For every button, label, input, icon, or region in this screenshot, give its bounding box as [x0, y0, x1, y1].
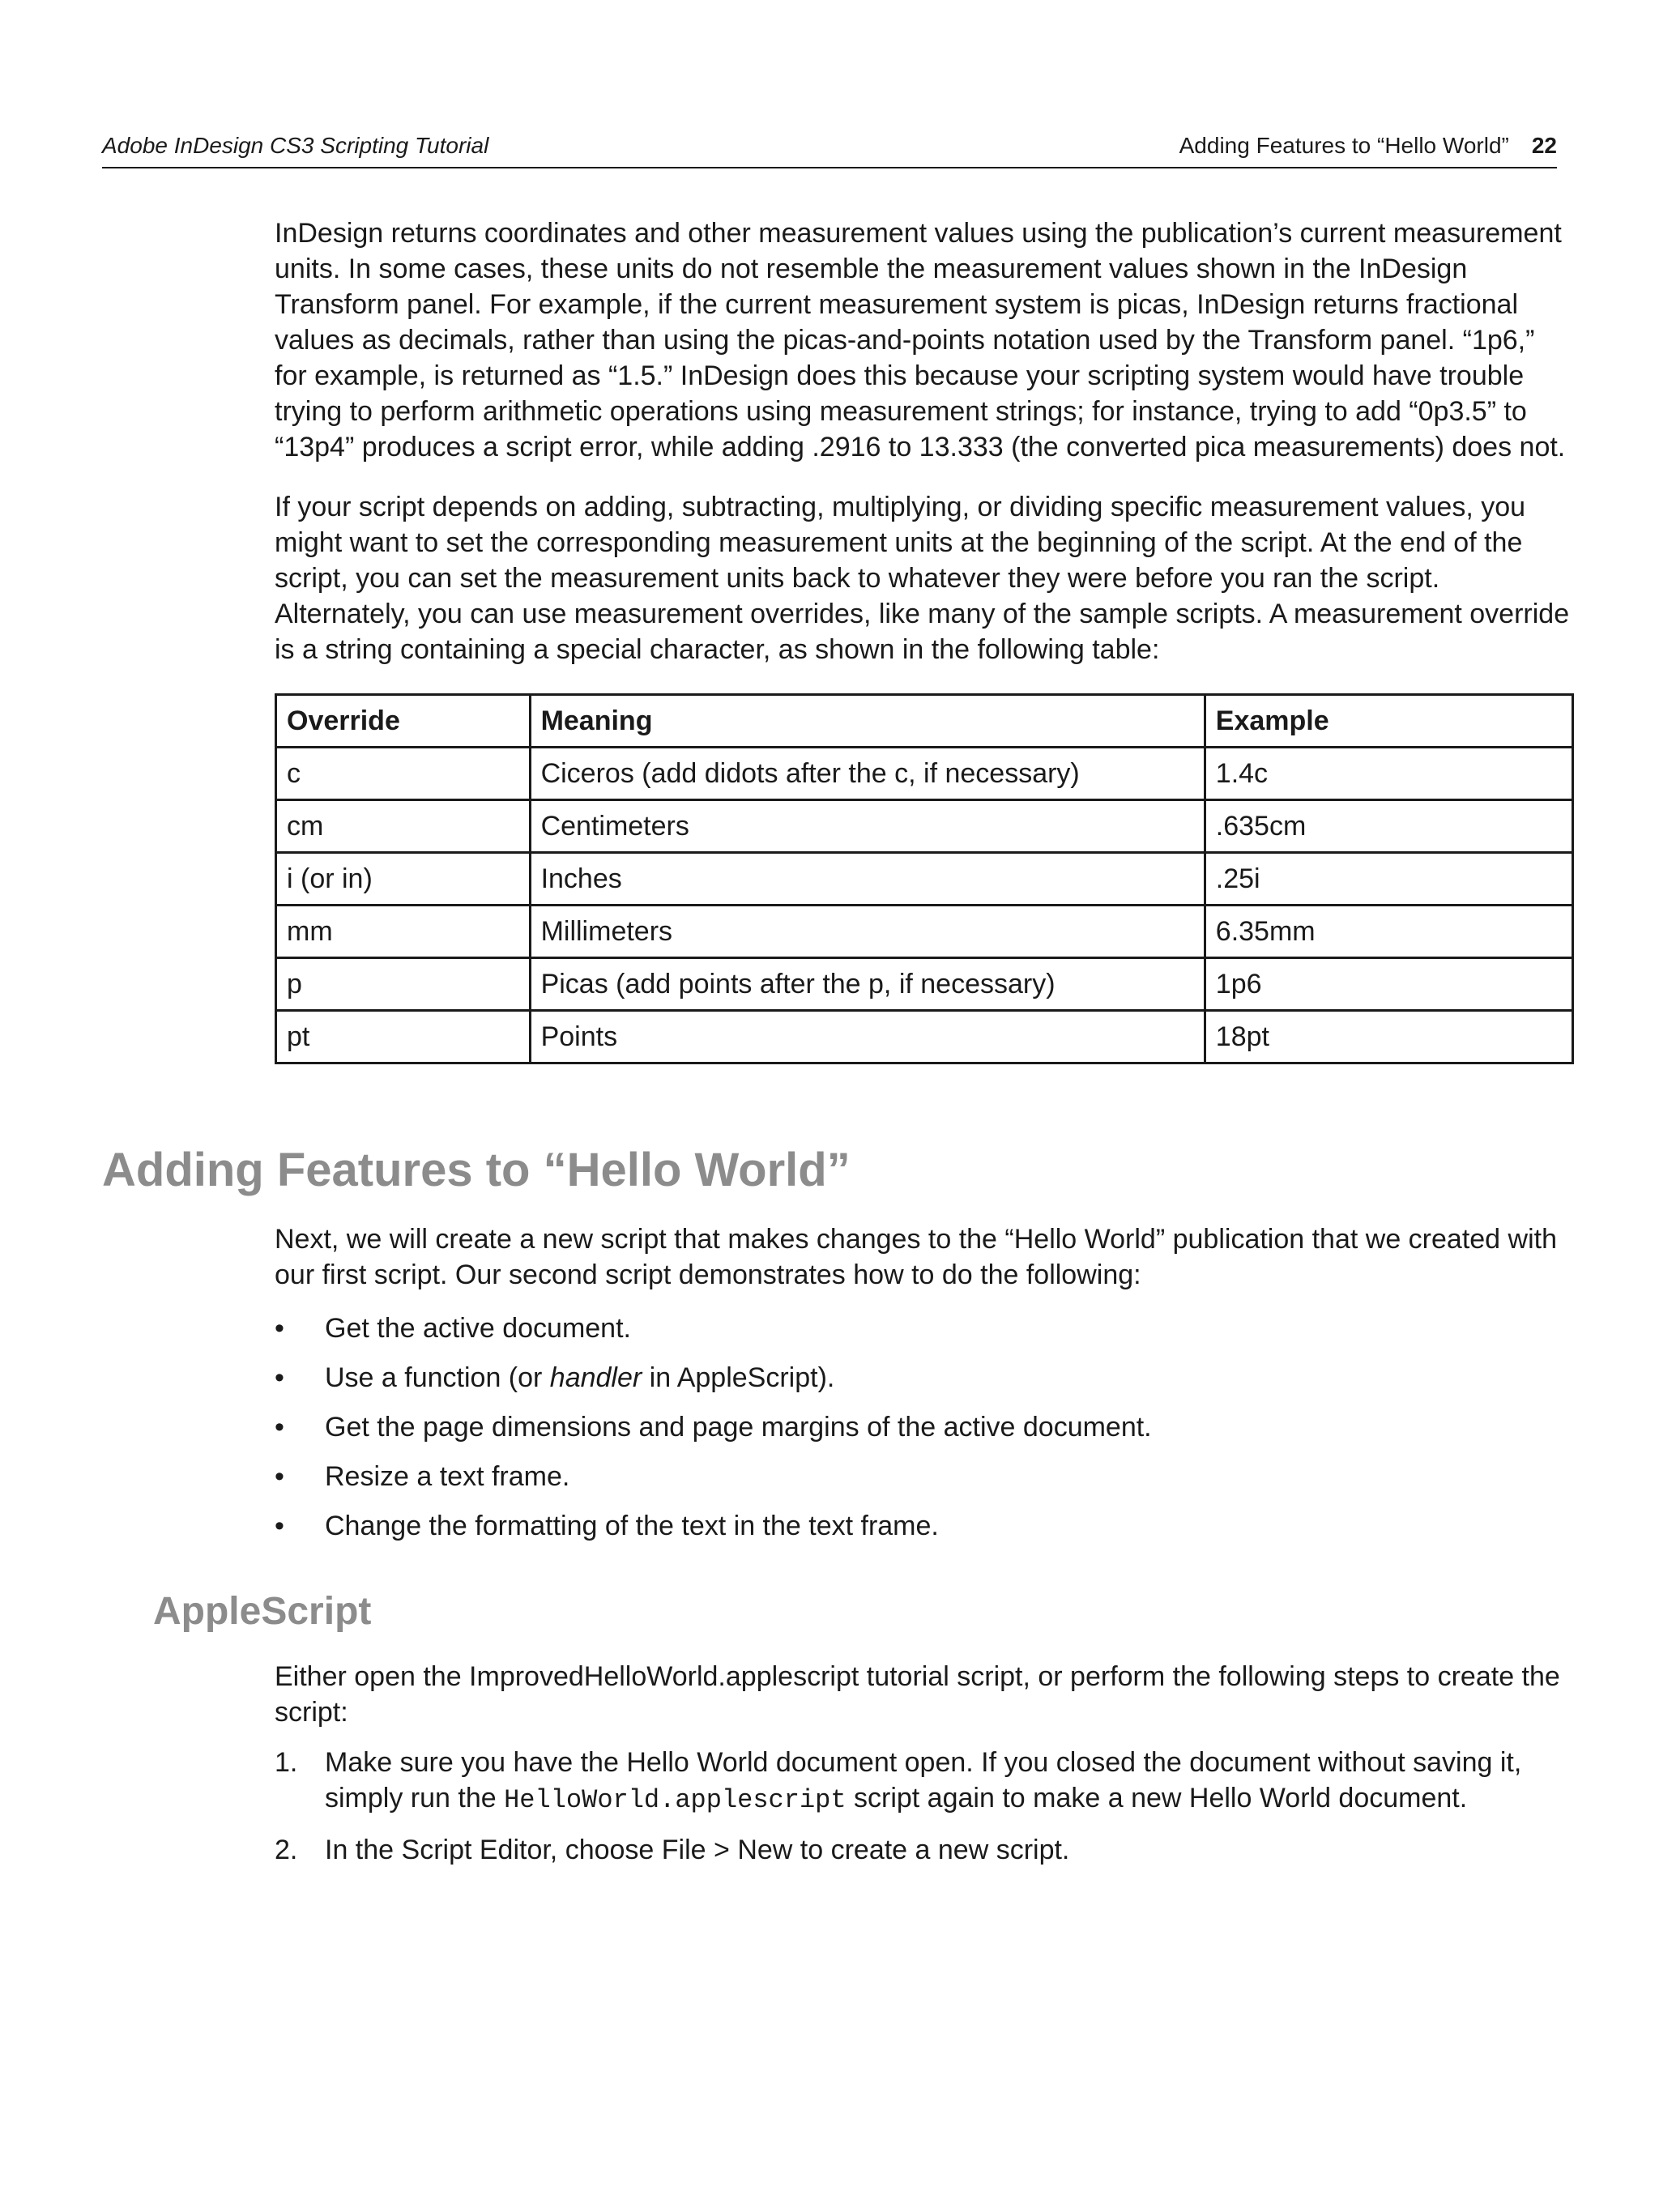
body-paragraph: If your script depends on adding, subtracting, multiplying, or dividing specific measurement values, you might want to set the corresponding measurement units at the beginning of the script. At the end of the script, you can set the measurement units back to whatever they were before you ran the script. Alternately, you can use measurement overrides, like many of the sample scripts. A measurement override is a string containing a special character, as shown in the following table:: [275, 492, 1570, 665]
table-cell: 1p6: [1205, 958, 1572, 1011]
text-run: Make sure you have the Hello World document open. If you closed the document without saving it, simply run the: [325, 1747, 1522, 1813]
section-heading: Adding Features to “Hello World”: [102, 1144, 851, 1196]
body-paragraph: InDesign returns coordinates and other measurement values using the publication’s current measurement units. In some cases, these units do not resemble the measurement values shown in the InDesign Transform panel. For example, if the current measurement system is picas, InDesign returns fractional values as decimals, rather than using the picas-and-points notation used by the Transform panel. “1p6,” for example, is returned as “1.5.” InDesign does this because your scripting system would have trouble trying to perform arithmetic operations using measurement strings; for instance, trying to add “0p3.5” to “13p4” produces a script error, while adding .2916 to 13.333 (the converted pica measurements) does not.: [275, 218, 1566, 462]
feature-list: [275, 1311, 1574, 1558]
table-cell: p: [276, 958, 531, 1011]
list-item-text: [325, 1747, 1521, 1813]
table-row: [276, 748, 1573, 800]
table-cell: 18pt: [1205, 1011, 1572, 1063]
list-item-text: Resize a text frame.: [325, 1461, 570, 1492]
table-cell: c: [276, 748, 531, 800]
table-row: [276, 1011, 1573, 1063]
list-item-text: In the Script Editor, choose File > New to create a new script.: [325, 1835, 1070, 1865]
table-cell: Millimeters: [530, 906, 1205, 958]
list-item-text: Change the formatting of the text in the text frame.: [325, 1511, 939, 1541]
table-cell: Picas (add points after the p, if necessary): [530, 958, 1205, 1011]
page-number: 22: [1531, 133, 1557, 158]
table-cell: Ciceros (add didots after the c, if necessary): [530, 748, 1205, 800]
section-title: Adding Features to “Hello World”: [1179, 133, 1509, 158]
code-filename: HelloWorld.applescript: [504, 1785, 847, 1815]
column-header: Meaning: [530, 695, 1205, 748]
table-cell: cm: [276, 800, 531, 853]
table-row: [276, 958, 1573, 1011]
table-cell: Centimeters: [530, 800, 1205, 853]
steps-list: [275, 1745, 1574, 1882]
table-cell: .25i: [1205, 853, 1572, 906]
table-row: [276, 853, 1573, 906]
list-item: [275, 1409, 1574, 1459]
text-run: script again to make a new Hello World document.: [846, 1783, 1468, 1813]
table-cell: Points: [530, 1011, 1205, 1063]
table-cell: Inches: [530, 853, 1205, 906]
measurement-override-table: [275, 693, 1574, 1064]
table-cell: 1.4c: [1205, 748, 1572, 800]
step-number: 2.: [275, 1835, 298, 1865]
table-row: [276, 906, 1573, 958]
bullet-icon: •: [275, 1362, 284, 1393]
table-cell: mm: [276, 906, 531, 958]
list-item: [275, 1508, 1574, 1558]
emphasis-text: handler: [549, 1362, 642, 1393]
page-header: [102, 130, 1557, 168]
subsection-heading: AppleScript: [153, 1590, 372, 1633]
bullet-icon: •: [275, 1511, 284, 1541]
list-item: [275, 1459, 1574, 1508]
table-cell: i (or in): [276, 853, 531, 906]
column-header: Override: [276, 695, 531, 748]
column-header: Example: [1205, 695, 1572, 748]
table-header-row: [276, 695, 1573, 748]
table-cell: .635cm: [1205, 800, 1572, 853]
bullet-icon: •: [275, 1461, 284, 1492]
running-head: [1179, 133, 1557, 159]
table-cell: 6.35mm: [1205, 906, 1572, 958]
list-item-text: [325, 1362, 834, 1393]
step-number: 1.: [275, 1747, 298, 1778]
table-cell: pt: [276, 1011, 531, 1063]
text-run: Use a function (or: [325, 1362, 550, 1393]
list-item: [275, 1360, 1574, 1409]
list-item-text: Get the active document.: [325, 1313, 631, 1344]
section-intro: Next, we will create a new script that makes changes to the “Hello World” publication that we created with our first script. Our second script demonstrates how to do the following:: [275, 1224, 1557, 1290]
document-title: Adobe InDesign CS3 Scripting Tutorial: [102, 133, 489, 158]
list-item: [275, 1311, 1574, 1360]
list-item: [275, 1832, 1574, 1868]
bullet-icon: •: [275, 1412, 284, 1443]
list-item-text: Get the page dimensions and page margins of the active document.: [325, 1412, 1152, 1443]
text-run: in AppleScript).: [642, 1362, 835, 1393]
bullet-icon: •: [275, 1313, 284, 1344]
table-row: [276, 800, 1573, 853]
subsection-intro: Either open the ImprovedHelloWorld.applescript tutorial script, or perform the following steps to create the script:: [275, 1661, 1560, 1728]
list-item: [275, 1745, 1574, 1818]
